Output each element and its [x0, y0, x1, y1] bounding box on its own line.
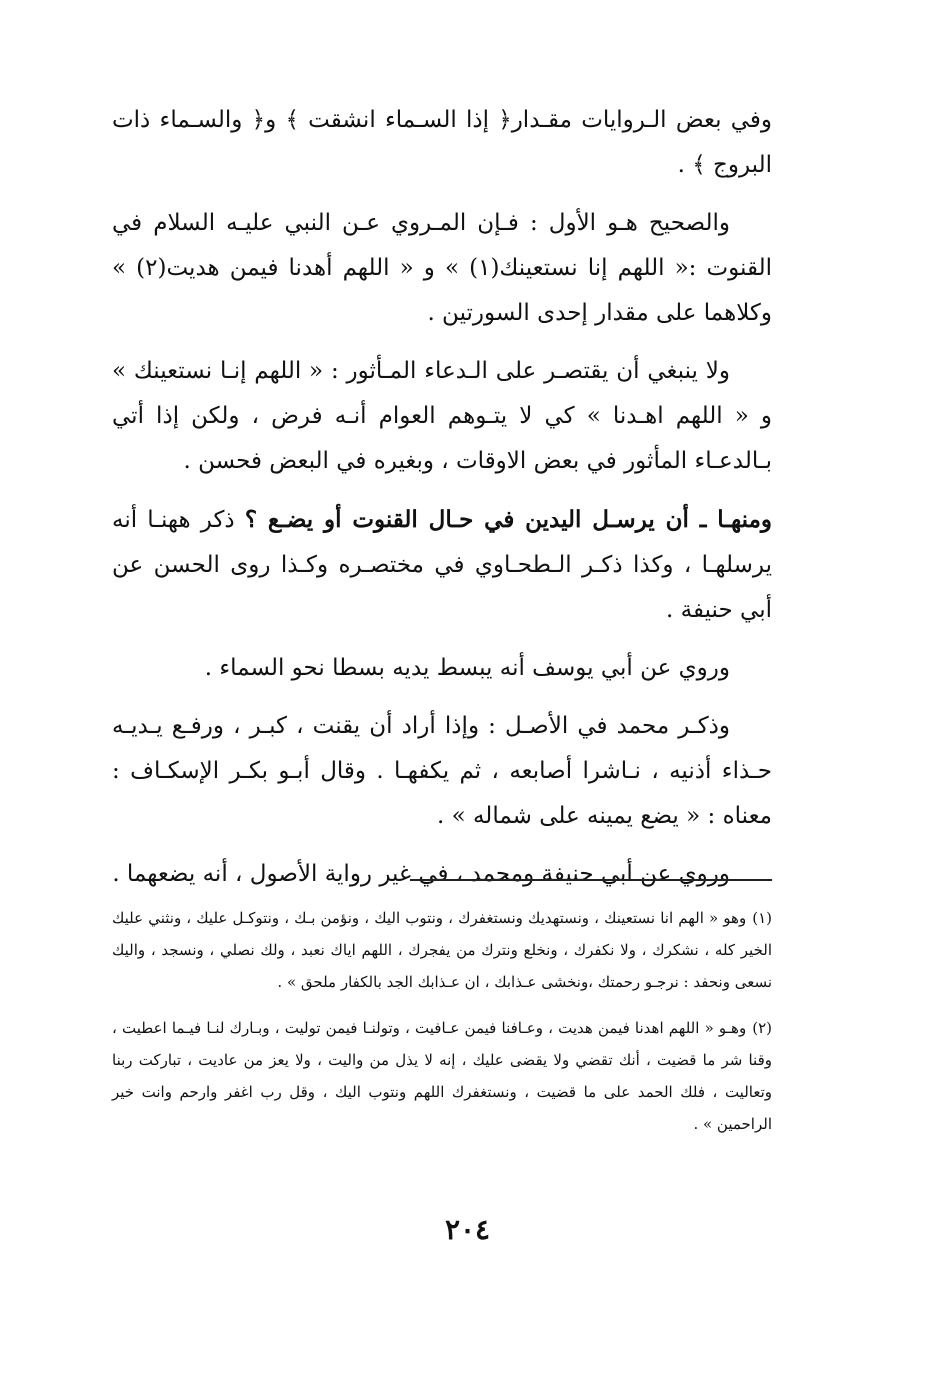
- main-text: [112, 98, 772, 910]
- footnote-1-text: وهو « الهم انا نستعينك ، ونستهديك ونستغفرك ، ونتوب اليك ، ونؤمن بـك ، ونتوكـل عليك ، ونثني عليك الخير كله ، نشكرك ، ولا نكفرك ، ونخلع ونترك من يفجرك ، اللهم اياك نعبد ، ولك نصلي ، ونسجد ، واليك نسعى ونحفد : نرجـو رحمتك ،ونخشى عـذابك ، ان عـذابك الجد بالكفار ملحق » .: [112, 909, 772, 991]
- footnote-2: [112, 1012, 772, 1140]
- footnote-separator: [410, 879, 772, 881]
- footnote-2-number: (٢): [752, 1019, 772, 1037]
- page-number: ٢٠٤: [444, 1213, 491, 1246]
- footnote-1: [112, 902, 772, 998]
- paragraph-1: وفي بعض الـروايات مقـدار﴿ إذا السـماء انشقت ﴾ و﴿ والسـماء ذات البروج ﴾ .: [112, 107, 772, 178]
- paragraph-7: وروي عن أبي حنيفة ومحمد ، في غير رواية الأصول ، أنه يضعهما .: [112, 861, 730, 887]
- paragraph-6: وذكـر محمد في الأصـل : وإذا أراد أن يقنت ، كبـر ، ورفـع يـديـه حـذاء أذنيه ، نـاشرا أصابعه ، ثم يكفهـا . وقال أبـو بكـر الإسكـاف : معناه : « يضع يمينه على شماله » .: [112, 713, 772, 829]
- paragraph-4-heading: ومنهـا ـ أن يرسـل اليدين في حـال القنوت أو يضـع ؟: [244, 506, 772, 533]
- paragraph-4-body: ذكر ههنـا أنه يرسلهـا ، وكذا ذكـر الـطحـاوي في مختصـره وكـذا روى الحسن عن أبي حنيفة .: [112, 507, 772, 623]
- paragraph-3: ولا ينبغي أن يقتصـر على الـدعاء المـأثور : « اللهم إنـا نستعينك » و « اللهم اهـدنا » كي لا يتـوهم العوام أنـه فرض ، ولكن إذا أتي بـالدعـاء المأثور في بعض الاوقات ، وبغيره في البعض فحسن .: [112, 358, 772, 474]
- paragraph-5: وروي عن أبي يوسف أنه يبسط يديه بسطا نحو السماء .: [204, 655, 730, 681]
- footnote-1-number: (١): [752, 909, 772, 927]
- footnotes: [112, 902, 772, 1154]
- footnote-2-text: وهـو « اللهم اهدنا فيمن هديت ، وعـافنا فيمن عـافيت ، وتولنـا فيمن توليت ، وبـارك لنـا فيـما اعطيت ، وقنا شر ما قضيت ، أنك تقضي ولا يقضى عليك ، إنه لا يذل من واليت ، ولا يعز من عاديت ، تباركت ربنا وتعاليت ، فلك الحمد على ما قضيت ، ونستغفرك اللهم ونتوب اليك ، وقل رب اغفر وارحم وانت خير الراحمين » .: [112, 1019, 772, 1133]
- paragraph-2: والصحيح هـو الأول : فـإن المـروي عـن النبي عليـه السلام في القنوت :« اللهم إنا نستعينك(١) » و « اللهم أهدنا فيمن هديت(٢) » وكلاهما على مقدار إحدى السورتين .: [112, 210, 772, 326]
- paragraph-4: [112, 497, 772, 633]
